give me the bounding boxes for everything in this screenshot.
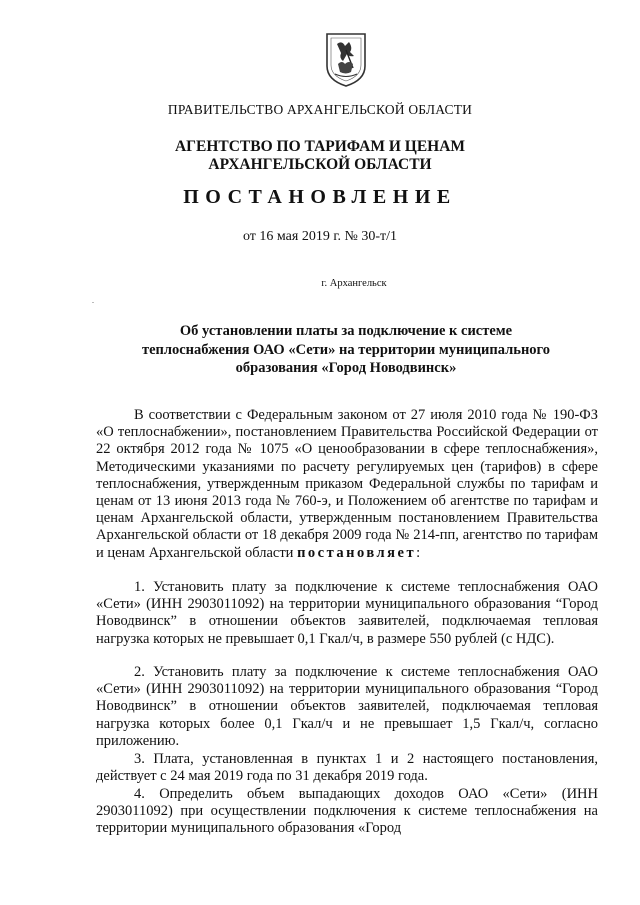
scan-mark: [92, 302, 94, 303]
decree-word: постановляет: [297, 544, 417, 561]
government-name: ПРАВИТЕЛЬСТВО АРХАНГЕЛЬСКОЙ ОБЛАСТИ: [167, 102, 473, 117]
item-4-paragraph: 4. Определить объем выпадающих доходов ОАО «Сети» (ИНН 2903011092) при осуществлении подключения к системе теплоснабжения на территории муниципального образования «Город: [96, 786, 598, 837]
document-type: ПОСТАНОВЛЕНИЕ: [183, 186, 457, 208]
preamble-paragraph: [96, 407, 598, 562]
preamble-text: В соответствии с Федеральным законом от 27 июля 2010 года № 190-ФЗ «О теплоснабжении», постановлением Правительства Российской Федерации от 22 октября 2012 года № 1075 «О ценообразовании в сфере теплоснабжения», Методическими указаниями по расчету регулируемых цен (тарифов) в сфере теплоснабжения, утвержденным приказом Федеральной службы по тарифам и ценам от 13 июня 2013 года № 760-э, и Положением об агентстве по тарифам и ценам Архангельской области, утвержденным постановлением Правительства Архангельской области от 18 декабря 2009 года № 214-пп, агентство по тарифам и ценам Архангельской области: [96, 407, 598, 561]
document-subject: [26, 322, 640, 378]
document-date-number: от 16 мая 2019 г. № 30-т/1: [242, 229, 398, 244]
subject-line-2: теплоснабжения ОАО «Сети» на территории муниципального: [141, 341, 551, 358]
coat-of-arms-icon: [323, 30, 369, 88]
item-1-paragraph: 1. Установить плату за подключение к системе теплоснабжения ОАО «Сети» (ИНН 2903011092) на территории муниципального образования “Город Новодвинск” в отношении объектов заявителей, подключаемая тепловая нагрузка которых не превышает 0,1 Гкал/ч, в размере 550 рублей (с НДС).: [96, 579, 598, 647]
decree-colon: :: [416, 544, 421, 561]
item-3-paragraph: 3. Плата, установленная в пунктах 1 и 2 настоящего постановления, действует с 24 мая 2019 года по 31 декабря 2019 года.: [96, 751, 598, 785]
subject-line-3: образования «Город Новодвинск»: [235, 360, 457, 376]
document-city: г. Архангельск: [321, 278, 387, 289]
subject-line-1: Об установлении платы за подключение к системе: [179, 323, 513, 339]
agency-line-2: АРХАНГЕЛЬСКОЙ ОБЛАСТИ: [208, 156, 432, 173]
agency-line-1: АГЕНТСТВО ПО ТАРИФАМ И ЦЕНАМ: [174, 138, 466, 155]
item-2-paragraph: 2. Установить плату за подключение к системе теплоснабжения ОАО «Сети» (ИНН 2903011092) на территории муниципального образования “Город Новодвинск” в отношении объектов заявителей, подключаемая тепловая нагрузка которых более 0,1 Гкал/ч и не превышает 1,5 Гкал/ч, согласно приложению.: [96, 664, 598, 749]
agency-name: [0, 138, 640, 174]
